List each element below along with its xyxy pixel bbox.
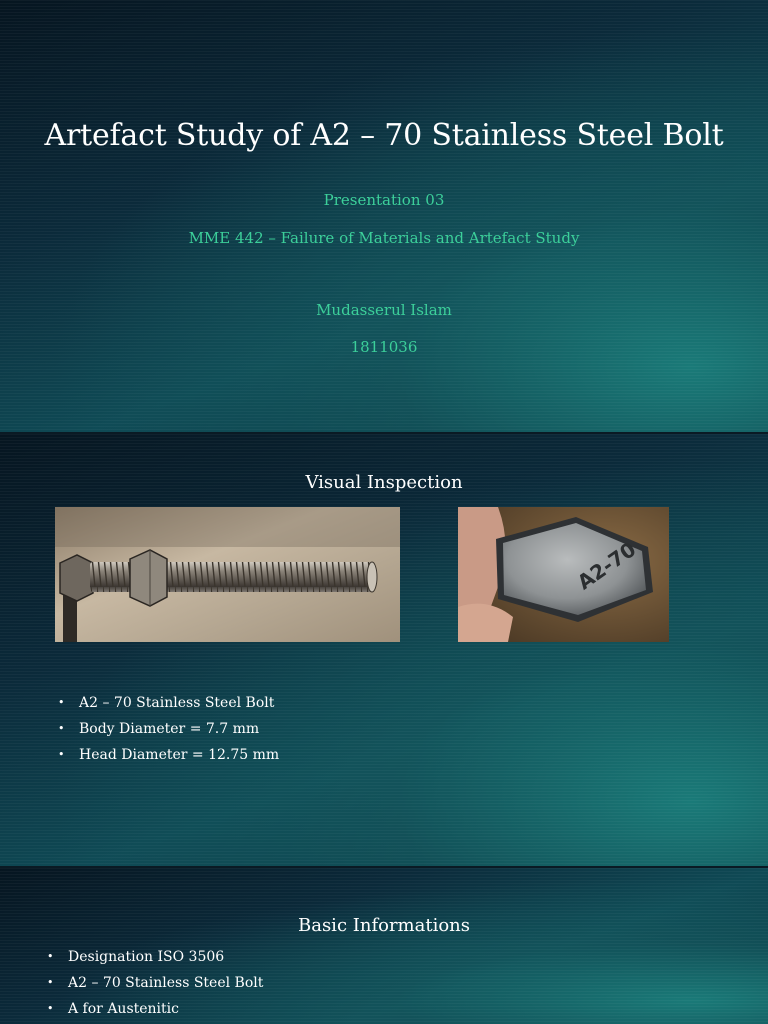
slide-heading: Visual Inspection bbox=[305, 472, 463, 493]
specs-list bbox=[55, 693, 279, 771]
info-list bbox=[44, 947, 263, 1024]
basic-info-slide bbox=[0, 868, 768, 1024]
presentation-title: Artefact Study of A2 – 70 Stainless Steel Bolt bbox=[44, 118, 724, 153]
list-item: • Body Diameter = 7.7 mm bbox=[55, 719, 279, 745]
slide-heading: Basic Informations bbox=[297, 915, 471, 936]
presentation-number: Presentation 03 bbox=[323, 191, 445, 209]
list-item: • A for Austenitic bbox=[44, 999, 263, 1024]
list-item: • A2 – 70 Stainless Steel Bolt bbox=[55, 693, 279, 719]
student-id: 1811036 bbox=[350, 338, 418, 356]
list-item: • A2 – 70 Stainless Steel Bolt bbox=[44, 973, 263, 999]
title-slide bbox=[0, 0, 768, 432]
visual-inspection-slide bbox=[0, 434, 768, 866]
list-item: • Head Diameter = 12.75 mm bbox=[55, 745, 279, 771]
bolt-head-image bbox=[458, 507, 669, 642]
head-marking-text: A2-70 bbox=[572, 537, 641, 595]
course-name: MME 442 – Failure of Materials and Artefact Study bbox=[188, 229, 580, 247]
list-item: • Designation ISO 3506 bbox=[44, 947, 263, 973]
bolt-side-view-image bbox=[55, 507, 400, 642]
author-name: Mudasserul Islam bbox=[316, 301, 452, 319]
bolt-side-view-photo bbox=[55, 507, 400, 642]
bolt-head-marking-photo bbox=[458, 507, 669, 642]
